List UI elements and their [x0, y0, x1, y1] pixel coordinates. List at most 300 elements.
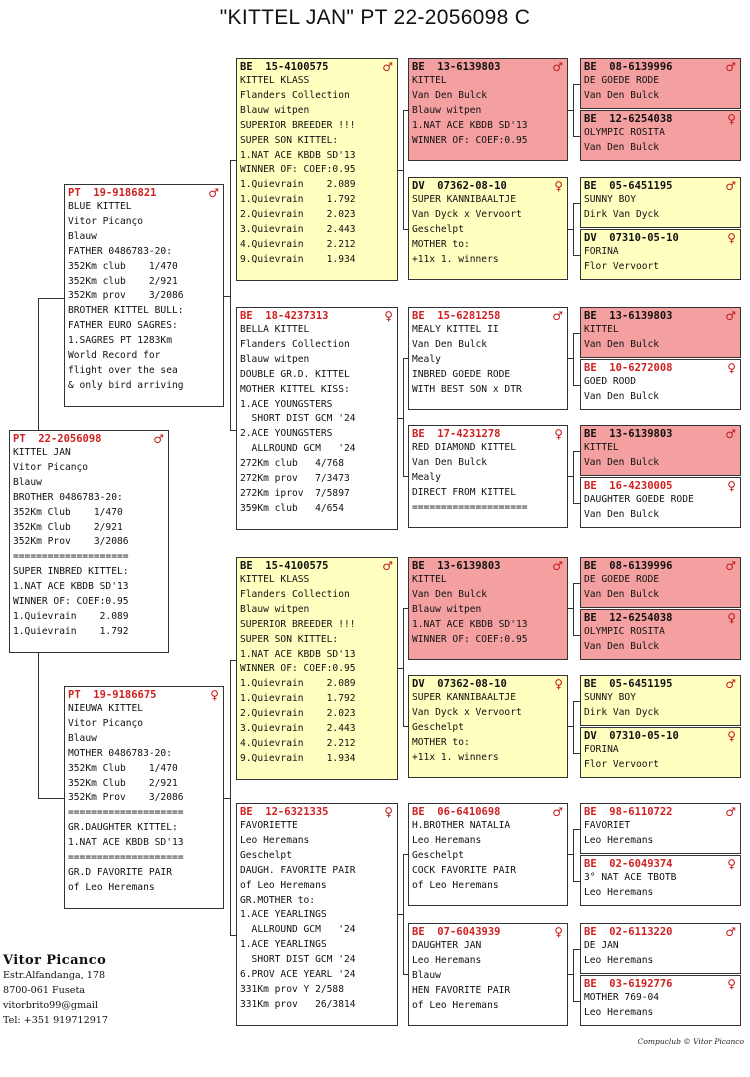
- card-line: BELLA KITTEL: [240, 324, 310, 335]
- card-line: SUNNY BOY: [584, 194, 636, 205]
- card-line: BLUE KITTEL: [68, 201, 132, 212]
- card-line: MOTHER 769-04: [584, 992, 660, 1003]
- card-line: 1.NAT ACE KBDB SD'13: [68, 837, 184, 849]
- card-line: SUNNY BOY: [584, 692, 636, 703]
- card-line: Leo Heremans: [584, 886, 654, 898]
- card-line: & only bird arriving: [68, 379, 184, 391]
- card-line: KITTEL JAN: [13, 447, 71, 458]
- card-line: WINNER OF: COEF:0.95: [240, 164, 356, 176]
- ring-number: BE 10-6272008: [584, 361, 673, 374]
- card-line: 352Km Club 1/470: [13, 506, 123, 518]
- pigeon-card: [580, 855, 741, 906]
- owner-block: [3, 953, 203, 1028]
- card-line: GR.MOTHER to:: [240, 894, 316, 906]
- male-symbol-icon: ♂: [725, 426, 736, 441]
- card-line: Geschelpt: [412, 721, 464, 733]
- connector-line: [573, 203, 580, 204]
- card-line: 1.Quievrain 2.089: [240, 179, 356, 191]
- ring-number: BE 13-6139803: [412, 559, 501, 572]
- card-line: 3.Quievrain 2.443: [240, 723, 356, 735]
- card-line: SUPER INBRED KITTEL:: [13, 566, 129, 578]
- card-line: WINNER OF: COEF:0.95: [412, 633, 528, 645]
- female-symbol-icon: ♀: [384, 308, 393, 323]
- ring-number: DV 07362-08-10: [412, 179, 507, 192]
- pigeon-card: [580, 557, 741, 608]
- connector-line: [573, 635, 580, 636]
- ring-number: BE 06-6410698: [412, 805, 501, 818]
- card-header: [409, 59, 567, 74]
- card-line: 1.ACE YEARLINGS: [240, 939, 327, 951]
- card-line: FAVORIET: [584, 820, 631, 831]
- card-line: DAUGH. FAVORITE PAIR: [240, 864, 356, 876]
- male-symbol-icon: ♂: [725, 924, 736, 939]
- card-line: 352Km prov 3/2086: [68, 290, 184, 302]
- ring-number: BE 12-6254038: [584, 611, 673, 624]
- card-line: 352Km club 2/921: [68, 275, 178, 287]
- card-line: 3° NAT ACE TBOTB: [584, 872, 677, 883]
- ring-number: BE 15-6281258: [412, 309, 501, 322]
- card-line: Leo Heremans: [584, 834, 654, 846]
- ring-number: BE 05-6451195: [584, 179, 673, 192]
- pigeon-card: [236, 803, 398, 1026]
- card-line: 3.Quievrain 2.443: [240, 224, 356, 236]
- pigeon-card: [580, 229, 741, 280]
- card-line: 272Km iprov 7/5897: [240, 487, 350, 499]
- card-line: of Leo Heremans: [412, 879, 499, 891]
- card-line: DE JAN: [584, 940, 619, 951]
- card-line: FORINA: [584, 246, 619, 257]
- pigeon-card: [64, 184, 224, 407]
- pigeon-card: [408, 923, 568, 1026]
- card-line: FAVORIETTE: [240, 820, 298, 831]
- ring-number: BE 12-6321335: [240, 805, 329, 818]
- male-symbol-icon: ♂: [382, 558, 393, 573]
- card-header: [581, 111, 740, 126]
- card-line: DE GOEDE RODE: [584, 574, 660, 585]
- pigeon-card: [580, 727, 741, 778]
- card-header: [581, 478, 740, 493]
- pigeon-card: [580, 975, 741, 1026]
- pigeon-card: [236, 58, 398, 281]
- connector-line: [38, 653, 39, 798]
- card-line: Van Dyck x Vervoort: [412, 208, 522, 220]
- connector-line: [573, 84, 574, 136]
- pigeon-card: [580, 609, 741, 660]
- card-line: of Leo Heremans: [240, 879, 327, 891]
- pigeon-card: [580, 177, 741, 228]
- card-line: Blauw witpen: [240, 104, 310, 116]
- connector-line: [573, 1001, 580, 1002]
- ring-number: BE 15-4100575: [240, 559, 329, 572]
- card-line: OLYMPIC ROSITA: [584, 127, 665, 138]
- female-symbol-icon: ♀: [727, 856, 736, 871]
- card-line: KITTEL KLASS: [240, 75, 310, 86]
- ring-number: BE 15-4100575: [240, 60, 329, 73]
- card-line: 1.NAT ACE KBDB SD'13: [240, 648, 356, 660]
- card-line: Geschelpt: [412, 849, 464, 861]
- connector-line: [403, 110, 404, 230]
- card-line: Vitor Picanço: [68, 717, 144, 729]
- card-header: [237, 558, 397, 573]
- pigeon-card: [580, 803, 741, 854]
- female-symbol-icon: ♀: [727, 728, 736, 743]
- card-header: [581, 856, 740, 871]
- pigeon-card: [408, 425, 568, 528]
- connector-line: [573, 949, 574, 1001]
- card-line: 2.Quievrain 2.023: [240, 708, 356, 720]
- card-line: 272Km club 4/768: [240, 458, 344, 470]
- card-line: RED DIAMOND KITTEL: [412, 442, 516, 453]
- card-header: [581, 230, 740, 245]
- card-line: 331Km prov 26/3814: [240, 998, 356, 1010]
- ring-number: BE 13-6139803: [584, 309, 673, 322]
- connector-line: [573, 136, 580, 137]
- card-line: 352Km Club 1/470: [68, 762, 178, 774]
- card-line: SHORT DIST GCM '24: [240, 413, 356, 425]
- card-line: H.BROTHER NATALIA: [412, 820, 511, 831]
- card-line: Vitor Picanço: [13, 461, 89, 473]
- card-header: [237, 59, 397, 74]
- connector-line: [230, 160, 231, 430]
- card-line: COCK FAVORITE PAIR: [412, 864, 516, 876]
- card-line: 4.Quievrain 2.212: [240, 737, 356, 749]
- card-line: 2.Quievrain 2.023: [240, 209, 356, 221]
- card-line: 331Km prov Y 2/588: [240, 983, 344, 995]
- card-line: Van Den Bulck: [584, 338, 660, 350]
- card-line: 1.Quievrain 1.792: [13, 625, 129, 637]
- card-header: [581, 178, 740, 193]
- card-line: FATHER 0486783-20:: [68, 245, 172, 257]
- pigeon-card: [408, 307, 568, 410]
- card-header: [10, 431, 168, 446]
- card-line: 1.NAT ACE KBDB SD'13: [412, 618, 528, 630]
- ring-number: BE 18-4237313: [240, 309, 329, 322]
- ring-number: BE 17-4231278: [412, 427, 501, 440]
- connector-line: [403, 854, 404, 974]
- card-header: [409, 804, 567, 819]
- card-header: [237, 308, 397, 323]
- connector-line: [573, 503, 580, 504]
- owner-address-line: 8700-061 Fuseta: [3, 985, 86, 996]
- female-symbol-icon: ♀: [554, 676, 563, 691]
- card-line: 1.NAT ACE KBDB SD'13: [412, 119, 528, 131]
- card-header: [237, 804, 397, 819]
- connector-line: [38, 798, 64, 799]
- card-line: DE GOEDE RODE: [584, 75, 660, 86]
- female-symbol-icon: ♀: [727, 360, 736, 375]
- pigeon-card: [580, 923, 741, 974]
- card-line: GOED ROOD: [584, 376, 636, 387]
- male-symbol-icon: ♂: [552, 308, 563, 323]
- card-line: BROTHER 0486783-20:: [13, 491, 123, 503]
- female-symbol-icon: ♀: [727, 230, 736, 245]
- male-symbol-icon: ♂: [725, 558, 736, 573]
- card-header: [409, 676, 567, 691]
- card-line: Van Den Bulck: [412, 588, 488, 600]
- card-header: [409, 426, 567, 441]
- card-line: 352Km club 1/470: [68, 260, 178, 272]
- card-header: [409, 308, 567, 323]
- female-symbol-icon: ♀: [554, 178, 563, 193]
- card-line: Flanders Collection: [240, 588, 350, 600]
- connector-line: [573, 333, 574, 385]
- card-line: 1.NAT ACE KBDB SD'13: [13, 581, 129, 593]
- pedigree-title: "KITTEL JAN" PT 22-2056098 C: [219, 6, 531, 29]
- card-line: Leo Heremans: [412, 834, 482, 846]
- connector-line: [38, 298, 39, 430]
- ring-number: BE 08-6139996: [584, 559, 673, 572]
- card-line: Van Den Bulck: [584, 588, 660, 600]
- card-line: WINNER OF: COEF:0.95: [240, 663, 356, 675]
- connector-line: [573, 583, 580, 584]
- card-line: Van Den Bulck: [584, 141, 660, 153]
- female-symbol-icon: ♀: [210, 687, 219, 702]
- card-line: +11x 1. winners: [412, 253, 499, 265]
- card-line: KITTEL: [584, 442, 619, 453]
- card-line: Mealy: [412, 471, 441, 483]
- card-line: Blauw: [13, 476, 42, 488]
- pigeon-card: [408, 177, 568, 280]
- ring-number: BE 13-6139803: [412, 60, 501, 73]
- card-header: [65, 185, 223, 200]
- pigeon-card: [580, 477, 741, 528]
- card-line: Van Den Bulck: [584, 390, 660, 402]
- card-line: WINNER OF: COEF:0.95: [412, 134, 528, 146]
- pigeon-card: [236, 557, 398, 780]
- connector-line: [573, 701, 580, 702]
- owner-name: Vitor Picanco: [3, 953, 107, 968]
- card-line: 1.Quievrain 1.792: [240, 194, 356, 206]
- connector-line: [573, 451, 574, 503]
- connector-line: [230, 660, 231, 935]
- card-line: ====================: [412, 501, 528, 513]
- card-line: Blauw witpen: [412, 104, 482, 116]
- card-header: [581, 426, 740, 441]
- ring-number: PT 22-2056098: [13, 432, 102, 445]
- male-symbol-icon: ♂: [725, 676, 736, 691]
- card-line: KITTEL: [412, 75, 447, 86]
- card-line: Leo Heremans: [240, 834, 310, 846]
- card-line: Blauw witpen: [240, 353, 310, 365]
- credit-text: Compuclub © Vitor Picanco: [637, 1037, 744, 1046]
- card-line: +11x 1. winners: [412, 751, 499, 763]
- pigeon-card: [580, 359, 741, 410]
- card-header: [581, 728, 740, 743]
- connector-line: [573, 203, 574, 255]
- male-symbol-icon: ♂: [725, 59, 736, 74]
- card-line: ====================: [68, 807, 184, 819]
- pigeon-card: [580, 58, 741, 109]
- pigeon-card: [408, 58, 568, 161]
- card-line: Van Den Bulck: [584, 456, 660, 468]
- card-line: ALLROUND GCM '24: [240, 924, 356, 936]
- card-line: Geschelpt: [240, 849, 292, 861]
- connector-line: [573, 881, 580, 882]
- card-line: Van Den Bulck: [412, 89, 488, 101]
- card-line: 1.Quievrain 2.089: [240, 678, 356, 690]
- ring-number: BE 05-6451195: [584, 677, 673, 690]
- card-line: 272Km prov 7/3473: [240, 473, 350, 485]
- card-line: 1.ACE YOUNGSTERS: [240, 398, 333, 410]
- card-header: [581, 360, 740, 375]
- card-line: Blauw witpen: [412, 603, 482, 615]
- card-header: [581, 676, 740, 691]
- ring-number: PT 19-9186675: [68, 688, 157, 701]
- female-symbol-icon: ♀: [727, 976, 736, 991]
- connector-line: [573, 333, 580, 334]
- card-line: WINNER OF: COEF:0.95: [13, 596, 129, 608]
- female-symbol-icon: ♀: [727, 610, 736, 625]
- pigeon-card: [580, 675, 741, 726]
- card-line: OLYMPIC ROSITA: [584, 626, 665, 637]
- card-line: FORINA: [584, 744, 619, 755]
- card-line: Flanders Collection: [240, 89, 350, 101]
- card-line: GR.DAUGHTER KITTEL:: [68, 822, 178, 834]
- ring-number: BE 12-6254038: [584, 112, 673, 125]
- pigeon-card: [580, 425, 741, 476]
- card-line: SUPERIOR BREEDER !!!: [240, 119, 356, 131]
- card-line: 352Km Club 2/921: [13, 521, 123, 533]
- card-header: [581, 59, 740, 74]
- female-symbol-icon: ♀: [554, 924, 563, 939]
- card-header: [581, 308, 740, 323]
- card-header: [581, 924, 740, 939]
- card-line: KITTEL: [412, 574, 447, 585]
- card-line: Blauw witpen: [240, 603, 310, 615]
- connector-line: [573, 255, 580, 256]
- female-symbol-icon: ♀: [554, 426, 563, 441]
- card-header: [409, 924, 567, 939]
- card-line: 4.Quievrain 2.212: [240, 238, 356, 250]
- card-header: [581, 804, 740, 819]
- card-header: [65, 687, 223, 702]
- card-line: SHORT DIST GCM '24: [240, 954, 356, 966]
- card-header: [409, 178, 567, 193]
- card-line: ====================: [13, 551, 129, 563]
- card-line: DAUGHTER JAN: [412, 940, 482, 951]
- card-line: Blauw: [412, 969, 441, 981]
- pigeon-card: [408, 675, 568, 778]
- card-line: ====================: [68, 852, 184, 864]
- card-line: 352Km Prov 3/2086: [68, 792, 184, 804]
- connector-line: [573, 829, 580, 830]
- ring-number: PT 19-9186821: [68, 186, 157, 199]
- card-line: Vitor Picanço: [68, 215, 144, 227]
- card-line: 1.Quievrain 1.792: [240, 693, 356, 705]
- ring-number: DV 07310-05-10: [584, 729, 679, 742]
- pigeon-card: [9, 430, 169, 653]
- ring-number: BE 98-6110722: [584, 805, 673, 818]
- male-symbol-icon: ♂: [725, 178, 736, 193]
- card-line: Leo Heremans: [584, 1006, 654, 1018]
- connector-line: [573, 385, 580, 386]
- card-line: 352Km Club 2/921: [68, 777, 178, 789]
- card-line: World Record for: [68, 350, 161, 362]
- connector-line: [573, 583, 574, 635]
- card-header: [409, 558, 567, 573]
- card-line: SUPER KANNIBAALTJE: [412, 692, 516, 703]
- male-symbol-icon: ♂: [552, 558, 563, 573]
- female-symbol-icon: ♀: [384, 804, 393, 819]
- male-symbol-icon: ♂: [153, 431, 164, 446]
- card-line: 1.Quievrain 2.089: [13, 610, 129, 622]
- card-line: FATHER EURO SAGRES:: [68, 320, 178, 332]
- ring-number: DV 07310-05-10: [584, 231, 679, 244]
- male-symbol-icon: ♂: [552, 59, 563, 74]
- male-symbol-icon: ♂: [725, 308, 736, 323]
- pigeon-card: [408, 557, 568, 660]
- card-header: [581, 610, 740, 625]
- pigeon-card: [580, 307, 741, 358]
- connector-line: [573, 701, 574, 753]
- card-line: SUPER KANNIBAALTJE: [412, 194, 516, 205]
- card-line: 1.ACE YEARLINGS: [240, 909, 327, 921]
- card-line: Flanders Collection: [240, 338, 350, 350]
- owner-phone: Tel: +351 919712917: [3, 1015, 109, 1026]
- ring-number: BE 16-4230005: [584, 479, 673, 492]
- card-line: NIEUWA KITTEL: [68, 703, 144, 714]
- card-line: of Leo Heremans: [68, 881, 155, 893]
- card-line: Blauw: [68, 732, 97, 744]
- card-line: 6.PROV ACE YEARL '24: [240, 969, 356, 981]
- card-line: MOTHER to:: [412, 736, 470, 748]
- card-line: 9.Quievrain 1.934: [240, 752, 356, 764]
- ring-number: BE 08-6139996: [584, 60, 673, 73]
- male-symbol-icon: ♂: [382, 59, 393, 74]
- connector-line: [573, 949, 580, 950]
- connector-line: [573, 829, 574, 881]
- card-line: Leo Heremans: [584, 954, 654, 966]
- card-line: SUPERIOR BREEDER !!!: [240, 618, 356, 630]
- card-line: Van Den Bulck: [584, 508, 660, 520]
- card-line: 359Km club 4/654: [240, 502, 344, 514]
- ring-number: BE 03-6192776: [584, 977, 673, 990]
- owner-email: vitorbrito99@gmail: [3, 1000, 99, 1011]
- card-line: Van Den Bulck: [412, 456, 488, 468]
- connector-line: [573, 451, 580, 452]
- connector-line: [403, 608, 404, 726]
- card-line: Mealy: [412, 353, 441, 365]
- card-header: [581, 976, 740, 991]
- card-line: 1.SAGRES PT 1283Km: [68, 335, 172, 347]
- card-line: Dirk Van Dyck: [584, 208, 660, 220]
- connector-line: [38, 298, 64, 299]
- card-line: MOTHER KITTEL KISS:: [240, 383, 350, 395]
- card-header: [581, 558, 740, 573]
- card-line: Flor Vervoort: [584, 260, 660, 272]
- male-symbol-icon: ♂: [725, 804, 736, 819]
- female-symbol-icon: ♀: [727, 111, 736, 126]
- card-line: Flor Vervoort: [584, 758, 660, 770]
- card-line: SUPER SON KITTEL:: [240, 633, 339, 645]
- card-line: Blauw: [68, 230, 97, 242]
- male-symbol-icon: ♂: [552, 804, 563, 819]
- ring-number: DV 07362-08-10: [412, 677, 507, 690]
- card-line: HEN FAVORITE PAIR: [412, 984, 511, 996]
- male-symbol-icon: ♂: [208, 185, 219, 200]
- ring-number: BE 02-6113220: [584, 925, 673, 938]
- ring-number: BE 07-6043939: [412, 925, 501, 938]
- ring-number: BE 02-6049374: [584, 857, 673, 870]
- ring-number: BE 13-6139803: [584, 427, 673, 440]
- card-line: Van Den Bulck: [584, 640, 660, 652]
- pigeon-card: [408, 803, 568, 906]
- card-line: MOTHER to:: [412, 238, 470, 250]
- pigeon-card: [64, 686, 224, 909]
- card-line: of Leo Heremans: [412, 999, 499, 1011]
- card-line: KITTEL: [584, 324, 619, 335]
- card-line: 1.NAT ACE KBDB SD'13: [240, 149, 356, 161]
